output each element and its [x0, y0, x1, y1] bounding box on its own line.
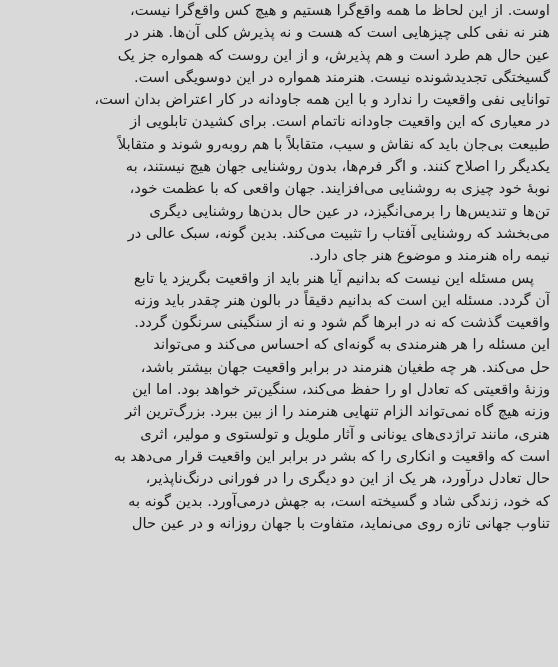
text-line: یکدیگر را اصلاح کنند. و اگر فرم‌ها، بدون روشنایی جهان هیچ نیستند، به: [125, 158, 550, 176]
text-line: در معیاری که این واقعیت جاودانه ناتمام است. برای کشیدن تابلویی از: [130, 113, 550, 131]
text-line: نوبهٔ خود چیزی به روشنایی می‌افزایند. جهان واقعی که با عظمت خود،: [129, 180, 550, 198]
text-line: گسیختگی تجدیدشونده نیست. هنرمند همواره در این دوسویگی است.: [133, 68, 550, 86]
text-line: حال تعادل درآورد، هر یک از این دو دیگری را در فورانی درنگ‌ناپذیر،: [145, 470, 550, 488]
text-line: پس مسئله این نیست که بدانیم آیا هنر باید از واقعیت بگریزد یا تابع: [133, 269, 534, 287]
text-line: تناوب جهانی تازه روی می‌نماید، متفاوت با جهان روزانه و در عین حال: [131, 514, 550, 532]
paragraph-1: [12, 0, 550, 268]
text-line: است که واقعیت و انکاری را که بشر در برابر این واقعیت قرار می‌دهد به: [113, 447, 550, 465]
text-line: هنری، مانند تراژدی‌های یونانی و آثار ملویل و تولستوی و مولیر، اثری: [140, 425, 550, 443]
text-line: توانایی نفی واقعیت را ندارد و با این همه جاودانه در کار اعتراض بدان است،: [94, 91, 550, 109]
text-line: وزنهٔ واقعیتی که تعادل او را حفظ می‌کند، سنگین‌تر خواهد بود. اما این: [132, 381, 550, 399]
watermark-logo: [0, 577, 66, 611]
text-line: اوست. از این لحاظ ما همه واقع‌گرا هستیم و هیچ کس واقع‌گرا نیست،: [129, 2, 550, 19]
text-line: هنر نه نفی کلی چیزهایی است که هست و نه پذیرش کلی آن‌ها. هنر در: [125, 24, 550, 42]
text-line: وزنه هیچ گاه نمی‌تواند الزام تنهایی هنرمند را از بین ببرد. بزرگ‌ترین اثر: [125, 403, 550, 421]
text-line: حل می‌کند. هر چه طغیان هنرمند در برابر واقعیت جهان بیشتر باشد،: [140, 358, 550, 376]
text-line: آن گردد. مسئله این است که بدانیم دقیقاً در بالون هنر چقدر باید وزنه: [133, 291, 550, 309]
article-text: [12, 0, 550, 535]
text-line: طبیعت بی‌جان باید که نقاش و سیب، متقابلاً با هم روبه‌رو شوند و متقابلاً: [117, 135, 550, 153]
text-line: این مسئله را هر هنرمندی به گونه‌ای که احساس می‌کند و می‌تواند: [153, 336, 550, 354]
text-line: واقعیت گذشت که نه در ابرها گم شود و نه از سنگینی سرنگون گردد.: [134, 314, 550, 332]
text-line: تن‌ها و تندیس‌ها را برمی‌انگیزد، در عین حال بدن‌ها روشنایی دیگری: [149, 202, 550, 220]
text-line: می‌بخشد که روشنایی آفتاب را تثبیت می‌کند. بدین گونه، سبک عالی در: [127, 224, 550, 242]
text-line: عین حال هم طرد است و هم پذیرش، و از این روست که همواره جز یک: [117, 46, 550, 64]
text-line: نیمه راه هنرمند و موضوع هنر جای دارد.: [309, 247, 550, 265]
paragraph-2: [12, 268, 550, 536]
text-line: که خود، زندگی شاد و گسیخته است، به جهش درمی‌آورد. بدین گونه به: [128, 492, 550, 510]
